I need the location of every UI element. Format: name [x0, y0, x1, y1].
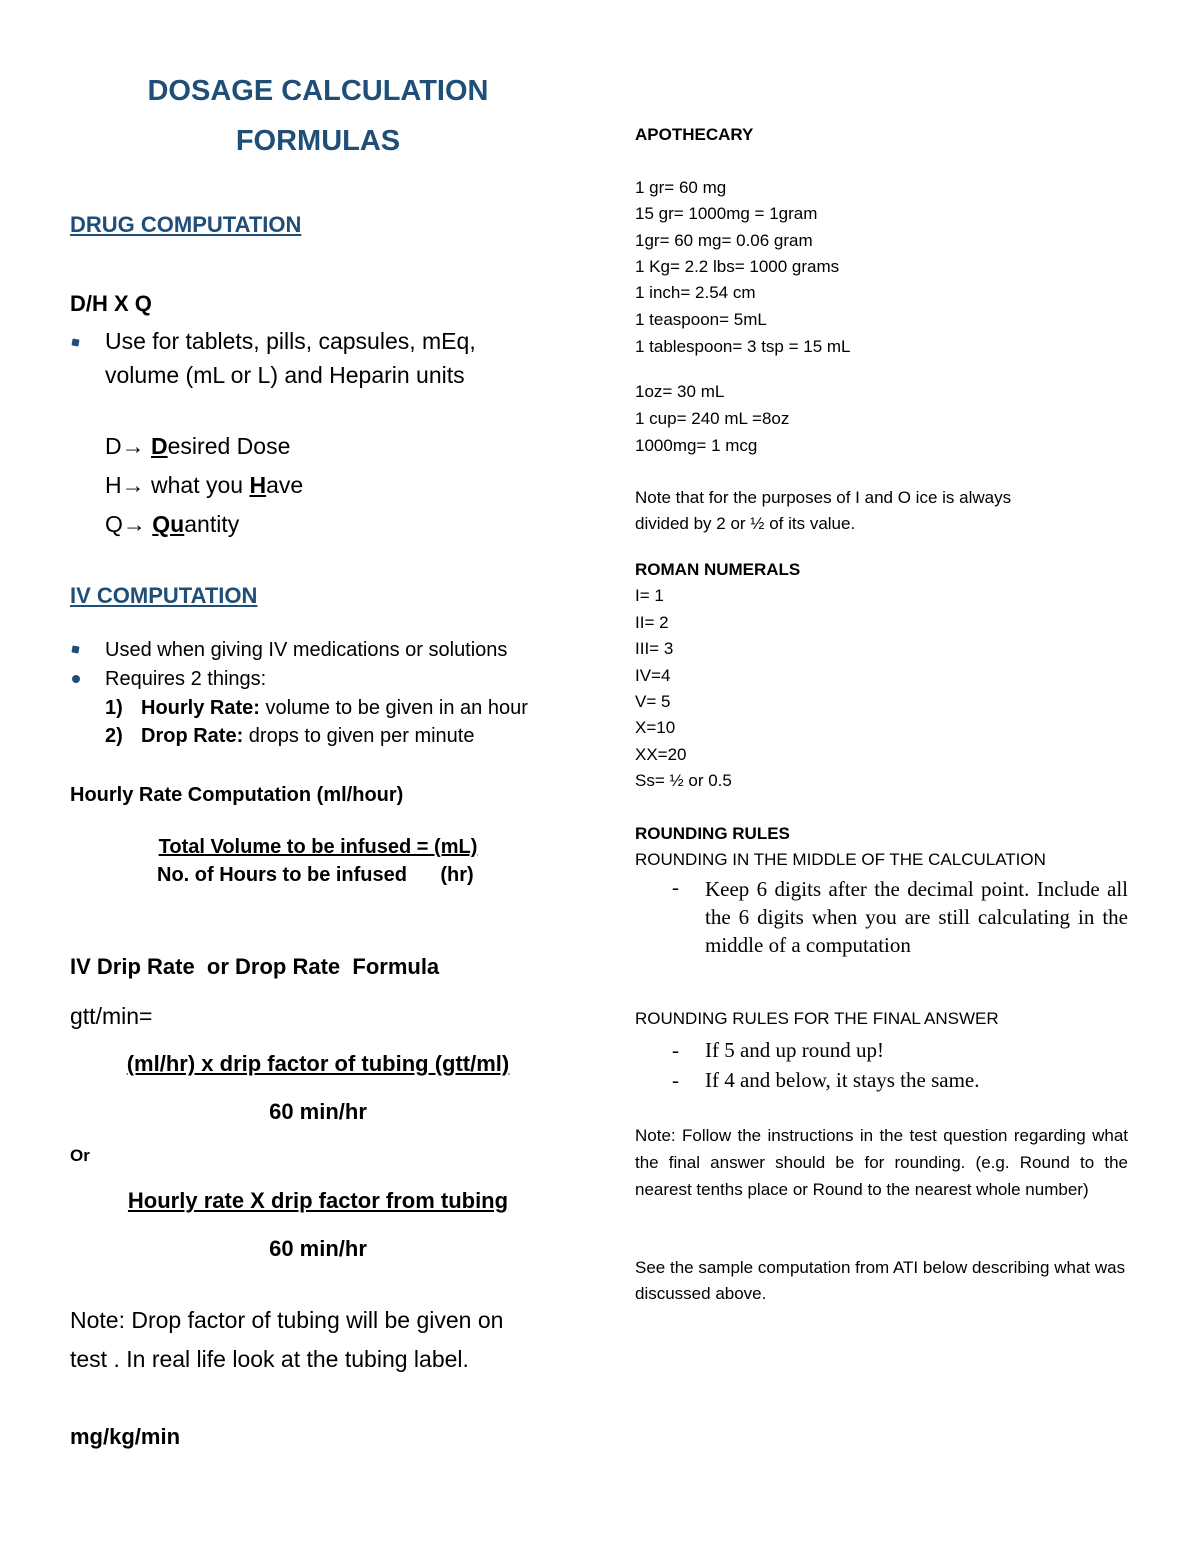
conversion-2: 15 gr= 1000mg = 1gram — [635, 204, 818, 223]
roman-1: I= 1 — [635, 586, 664, 605]
def-letter: Q — [105, 511, 123, 537]
hourly-denominator: No. of Hours to be infused (hr) — [157, 864, 474, 886]
conversion-4: 1 Kg= 2.2 lbs= 1000 grams — [635, 257, 840, 276]
conversion-9: 1 cup= 240 mL =8oz — [635, 409, 790, 428]
def-rest: ave — [266, 472, 304, 498]
dash-icon: - — [672, 1068, 679, 1092]
conversion-10: 1000mg= 1 mcg — [635, 436, 758, 455]
conversion-8: 1oz= 30 mL — [635, 382, 725, 401]
def-q — [105, 511, 239, 538]
arrow-right-icon: → — [121, 433, 145, 459]
roman-3: III= 3 — [635, 639, 674, 658]
note-line-1: Note: Drop factor of tubing will be given on — [70, 1307, 504, 1333]
arrow-right-icon: → — [121, 472, 145, 498]
def-h — [105, 472, 303, 499]
def-emphasis: D — [151, 433, 168, 459]
item-label: Hourly Rate: — [141, 697, 260, 719]
conversion-5: 1 inch= 2.54 cm — [635, 283, 756, 302]
iv-item-1 — [105, 697, 528, 720]
roman-7: XX=20 — [635, 745, 687, 764]
roman-2: II= 2 — [635, 613, 669, 632]
dhq-bullet-line-1: Use for tablets, pills, capsules, mEq, — [105, 328, 476, 354]
roman-5: V= 5 — [635, 692, 671, 711]
conversion-7: 1 tablespoon= 3 tsp = 15 mL — [635, 337, 851, 356]
conversion-3: 1gr= 60 mg= 0.06 gram — [635, 231, 813, 250]
io-note-line-2: divided by 2 or ½ of its value. — [635, 514, 856, 533]
item-number: 1) — [105, 697, 123, 719]
formula1-numerator: (ml/hr) x drip factor of tubing (gtt/ml) — [126, 1051, 510, 1076]
conversion-6: 1 teaspoon= 5mL — [635, 310, 767, 329]
item-text: volume to be given in an hour — [259, 697, 528, 719]
dhq-bullet-line-2: volume (mL or L) and Heparin units — [105, 362, 465, 388]
rounding-final-1: If 5 and up round up! — [705, 1038, 885, 1062]
def-rest: antity — [184, 511, 240, 537]
def-d — [105, 433, 290, 460]
roman-4: IV=4 — [635, 666, 671, 685]
bullet-icon — [72, 675, 80, 683]
formula2-denominator: 60 min/hr — [269, 1236, 367, 1261]
iv-item-2 — [105, 725, 474, 748]
or-text: Or — [70, 1146, 90, 1165]
def-rest: esired Dose — [167, 433, 291, 459]
item-label: Drop Rate: — [141, 725, 244, 747]
rounding-final-heading: ROUNDING RULES FOR THE FINAL ANSWER — [635, 1009, 999, 1028]
def-emphasis: H — [249, 472, 267, 498]
test-rounding-note: Note: Follow the instructions in the test question regarding what the final answer should be for rounding. (e.g. Round to the nearest tenths place or Round to the nearest whole number) — [635, 1126, 1128, 1199]
def-letter: D — [105, 433, 122, 459]
item-text: drops to given per minute — [243, 725, 475, 747]
def-prefix: what you — [151, 472, 250, 498]
note-line-2: test . In real life look at the tubing label. — [70, 1346, 469, 1372]
title-line-2: FORMULAS — [235, 125, 401, 157]
apothecary-heading: APOTHECARY — [635, 125, 754, 144]
mg-kg-min-heading: mg/kg/min — [70, 1424, 181, 1449]
gtt-min-label: gtt/min= — [70, 1003, 153, 1029]
iv-bullet-1: Used when giving IV medications or solutions — [105, 639, 508, 661]
rounding-rules-heading: ROUNDING RULES — [635, 824, 790, 843]
def-letter: H — [105, 472, 122, 498]
rounding-middle-heading: ROUNDING IN THE MIDDLE OF THE CALCULATION — [635, 850, 1046, 869]
bullet-icon — [71, 338, 79, 346]
iv-bullet-2: Requires 2 things: — [105, 668, 267, 690]
formula1-denominator: 60 min/hr — [269, 1099, 367, 1124]
dhq-heading: D/H X Q — [70, 291, 152, 316]
title-line-1: DOSAGE CALCULATION — [147, 75, 489, 107]
conversion-1: 1 gr= 60 mg — [635, 178, 727, 197]
rounding-middle-text: Keep 6 digits after the decimal point. Include all the 6 digits when you are still calculating in the middle of a computation — [705, 877, 1128, 957]
formula2-numerator: Hourly rate X drip factor from tubing — [127, 1188, 509, 1213]
roman-8: Ss= ½ or 0.5 — [635, 771, 732, 790]
drip-rate-heading: IV Drip Rate or Drop Rate Formula — [70, 954, 440, 979]
see-sample-note: See the sample computation from ATI below describing what was discussed above. — [635, 1258, 1126, 1303]
rounding-final-2: If 4 and below, it stays the same. — [705, 1068, 980, 1092]
io-note-line-1: Note that for the purposes of I and O ice is always — [635, 488, 1012, 507]
item-number: 2) — [105, 725, 123, 747]
bullet-icon — [71, 645, 79, 653]
roman-numerals-heading: ROMAN NUMERALS — [635, 560, 801, 579]
def-emphasis: Qu — [152, 511, 185, 537]
iv-computation-heading: IV COMPUTATION — [70, 583, 258, 608]
drug-computation-heading: DRUG COMPUTATION — [70, 212, 302, 237]
roman-6: X=10 — [635, 718, 676, 737]
dash-icon: - — [672, 1038, 679, 1062]
dash-icon: - — [672, 875, 679, 899]
arrow-right-icon: → — [122, 511, 146, 537]
hourly-rate-heading: Hourly Rate Computation (ml/hour) — [70, 784, 404, 806]
hourly-numerator: Total Volume to be infused = (mL) — [158, 836, 478, 858]
